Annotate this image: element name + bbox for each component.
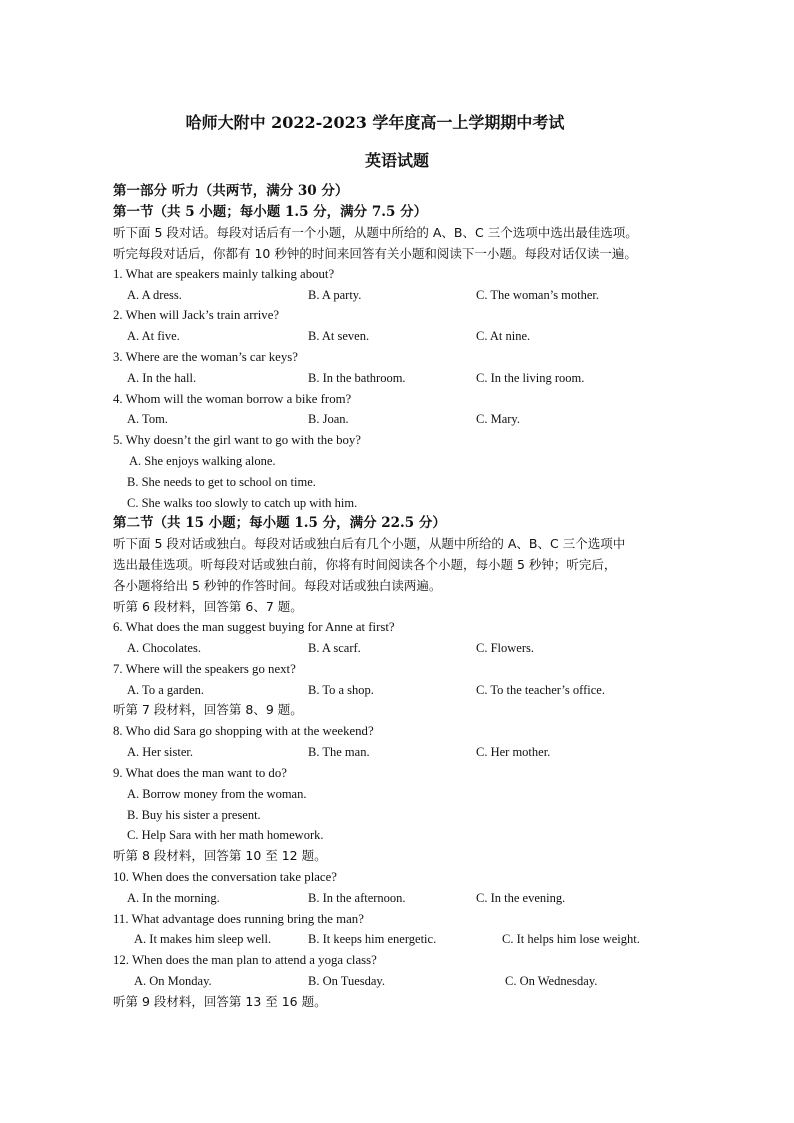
- option-a: A. In the hall.: [127, 371, 197, 385]
- question-11: 11. What advantage does running bring the man?: [113, 912, 364, 926]
- material-6-note: 听第 6 段材料，回答第 6、7 题。: [113, 599, 303, 614]
- option-b: B. A party.: [308, 288, 362, 302]
- option-a: A. To a garden.: [127, 683, 204, 697]
- option-a: A. At five.: [127, 329, 180, 343]
- option-c: C. Her mother.: [476, 745, 551, 759]
- material-8-note: 听第 8 段材料，回答第 10 至 12 题。: [113, 848, 327, 863]
- option-b: B. In the bathroom.: [308, 371, 406, 385]
- option-a: A. In the morning.: [127, 891, 220, 905]
- option-c: C. At nine.: [476, 329, 531, 343]
- part1-heading: 第一部分 听力（共两节，满分 30 分）: [113, 183, 349, 199]
- option-a: A. It makes him sleep well.: [134, 932, 272, 946]
- question-10: 10. When does the conversation take place?: [113, 870, 337, 884]
- option-b: B. On Tuesday.: [308, 974, 385, 988]
- option-b: B. The man.: [308, 745, 370, 759]
- option-a: A. Her sister.: [127, 745, 193, 759]
- option-b: B. At seven.: [308, 329, 370, 343]
- question-9-option-b: B. Buy his sister a present.: [127, 808, 261, 822]
- option-c: C. The woman’s mother.: [476, 288, 600, 302]
- question-5-option-a: A. She enjoys walking alone.: [129, 454, 276, 468]
- option-c: C. Flowers.: [476, 641, 534, 655]
- option-b: B. It keeps him energetic.: [308, 932, 437, 946]
- option-c: C. On Wednesday.: [505, 974, 598, 988]
- section1-instruction-1: 听下面 5 段对话。每段对话后有一个小题，从题中所给的 A、B、C 三个选项中选出最佳选项。: [113, 225, 638, 240]
- question-9-option-a: A. Borrow money from the woman.: [127, 787, 307, 801]
- option-b: B. Joan.: [308, 412, 349, 426]
- question-5-option-b: B. She needs to get to school on time.: [127, 475, 316, 489]
- section2-instruction-3: 各小题将给出 5 秒钟的作答时间。每段对话或独白读两遍。: [113, 578, 442, 593]
- option-a: A. A dress.: [127, 288, 182, 302]
- exam-subtitle: 英语试题: [364, 151, 429, 170]
- exam-title: 哈师大附中 2022-2023 学年度高一上学期期中考试: [185, 113, 565, 132]
- option-c: C. Mary.: [476, 412, 520, 426]
- question-6: 6. What does the man suggest buying for Anne at first?: [113, 620, 395, 634]
- question-2: 2. When will Jack’s train arrive?: [113, 308, 280, 322]
- option-a: A. On Monday.: [134, 974, 212, 988]
- question-5-option-c: C. She walks too slowly to catch up with him.: [127, 496, 358, 510]
- option-b: B. To a shop.: [308, 683, 374, 697]
- question-1: 1. What are speakers mainly talking about?: [113, 267, 335, 281]
- option-c: C. In the evening.: [476, 891, 566, 905]
- option-c: C. It helps him lose weight.: [502, 932, 640, 946]
- question-5: 5. Why doesn’t the girl want to go with the boy?: [113, 433, 361, 447]
- material-9-note: 听第 9 段材料，回答第 13 至 16 题。: [113, 994, 327, 1009]
- option-a: A. Tom.: [127, 412, 168, 426]
- option-c: C. In the living room.: [476, 371, 585, 385]
- option-c: C. To the teacher’s office.: [476, 683, 605, 697]
- option-b: B. A scarf.: [308, 641, 361, 655]
- question-7: 7. Where will the speakers go next?: [113, 662, 296, 676]
- section2-instruction-1: 听下面 5 段对话或独白。每段对话或独白后有几个小题，从题中所给的 A、B、C 三个选项中: [113, 536, 626, 551]
- section2-instruction-2: 选出最佳选项。听每段对话或独白前，你将有时间阅读各个小题，每小题 5 秒钟；听完后，: [113, 557, 617, 572]
- section1-instruction-2: 听完每段对话后，你都有 10 秒钟的时间来回答有关小题和阅读下一小题。每段对话仅读一遍。: [113, 246, 637, 261]
- section1-heading: 第一节（共 5 小题；每小题 1.5 分，满分 7.5 分）: [113, 204, 428, 220]
- question-9: 9. What does the man want to do?: [113, 766, 287, 780]
- option-a: A. Chocolates.: [127, 641, 201, 655]
- question-12: 12. When does the man plan to attend a yoga class?: [113, 953, 377, 967]
- question-8: 8. Who did Sara go shopping with at the weekend?: [113, 724, 374, 738]
- question-4: 4. Whom will the woman borrow a bike from?: [113, 392, 352, 406]
- section2-heading: 第二节（共 15 小题；每小题 1.5 分，满分 22.5 分）: [113, 515, 446, 531]
- question-3: 3. Where are the woman’s car keys?: [113, 350, 298, 364]
- question-9-option-c: C. Help Sara with her math homework.: [127, 828, 324, 842]
- material-7-note: 听第 7 段材料，回答第 8、9 题。: [113, 702, 303, 717]
- option-b: B. In the afternoon.: [308, 891, 406, 905]
